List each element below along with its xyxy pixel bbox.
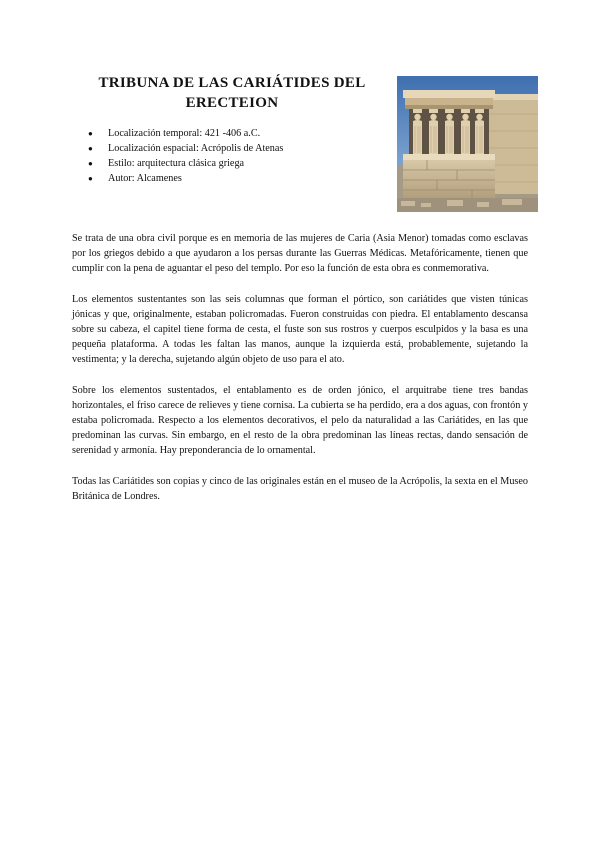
detail-item: [88, 156, 283, 171]
detail-text: Localización espacial: Acrópolis de Atenas: [108, 143, 284, 154]
body-text: [72, 231, 528, 519]
detail-text: Localización temporal: 421 -406 a.C.: [108, 128, 261, 139]
detail-text: Autor: Alcamenes: [108, 173, 182, 184]
paragraph: Los elementos sustentantes son las seis columnas que forman el pórtico, son cariátides que visten túnicas jónicas y que, originalmente, estaban policromadas. Fueron construidas con piedra. El entablamento descansa sobre su cabeza, el capitel tiene forma de cesta, el fuste son sus rostros y cuerpos esculpidos y la basa es una pequeña plataforma. A todas les faltan las manos, aunque la izquierda está, probablemente, sujetando la vestimenta; y la derecha, sujetando algún objeto de uso para el ato.: [72, 293, 528, 366]
page-title: TRIBUNA DE LAS CARIÁTIDES DEL ERECTEION: [98, 75, 366, 111]
detail-item: [88, 141, 283, 156]
bullet-icon: ●: [88, 159, 93, 168]
paragraph: Se trata de una obra civil porque es en memoria de las mujeres de Caria (Asia Menor) tomadas como esclavas por los griegos debido a que ayudaron a los persas durante las Guerras Médicas. Metafóricamente, tienen que cumplir con la pena de aguantar el peso del templo. Por eso la función de esta obra es conmemorativa.: [72, 233, 528, 275]
details-list: [88, 126, 283, 186]
bullet-icon: ●: [88, 129, 93, 138]
caryatids-photo: [397, 76, 538, 212]
detail-text: Estilo: arquitectura clásica griega: [108, 158, 245, 169]
paragraph: Sobre los elementos sustentados, el entablamento es de orden jónico, el arquitrabe tiene tres bandas horizontales, el friso carece de relieves y tiene cornisa. La cubierta se ha perdido, era a dos aguas, con frontón y estaba policromada. Respecto a los elementos decorativos, el pelo da naturalidad a las Cariátides, en las que predominan las curvas. Sin embargo, en el resto de la obra predominan las líneas rectas, dando sensación de serenidad y armonía. Hay preponderancia de lo ornamental.: [72, 384, 528, 457]
detail-item: [88, 126, 283, 141]
detail-item: [88, 171, 283, 186]
bullet-icon: ●: [88, 144, 93, 153]
bullet-icon: ●: [88, 174, 93, 183]
paragraph: Todas las Cariátides son copias y cinco de las originales están en el museo de la Acrópolis, la sexta en el Museo Británica de Londres.: [72, 475, 528, 502]
